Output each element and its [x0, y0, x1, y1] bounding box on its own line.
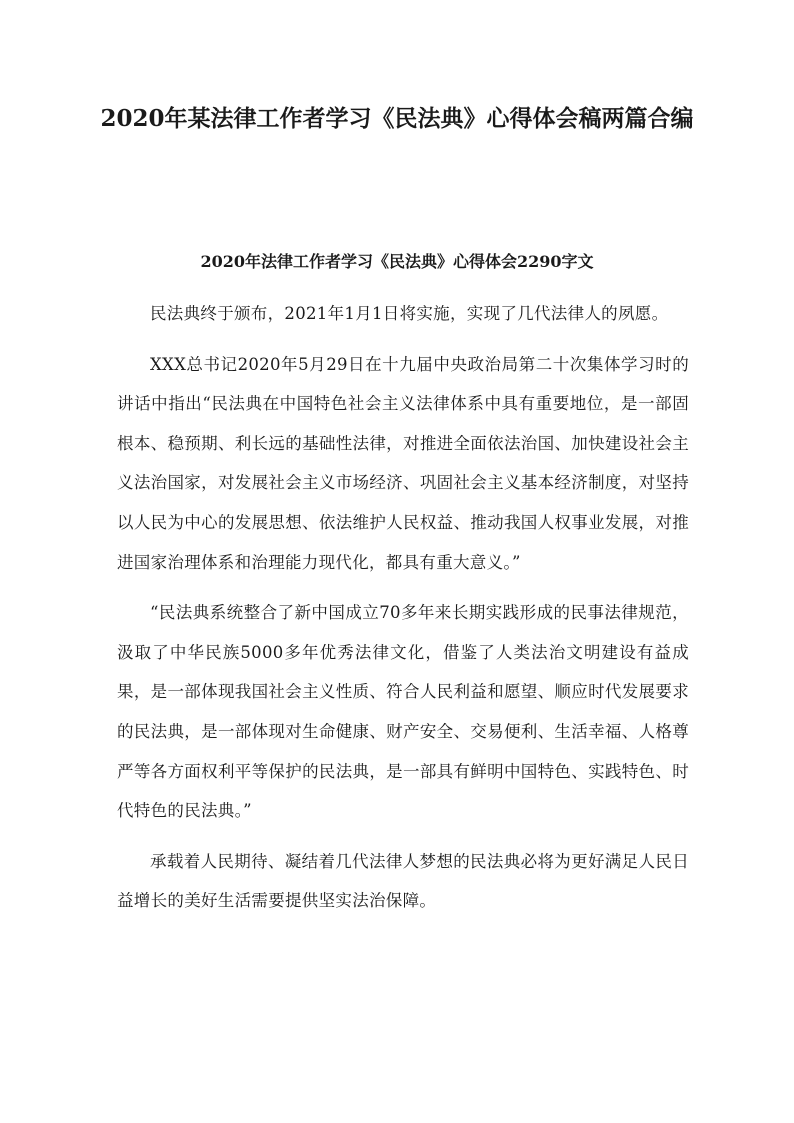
paragraph: 承载着人民期待、凝结着几代法律人梦想的民法典必将为更好满足人民日益增长的美好生活需要提供坚实法治保障。 — [117, 851, 689, 911]
section-heading: 2020年法律工作者学习《民法典》心得体会2290字文 — [200, 252, 594, 271]
paragraph: XXX总书记2020年5月29日在十九届中央政治局第二十次集体学习时的讲话中指出“民法典在中国特色社会主义法律体系中具有重要地位，是一部固根本、稳预期、利长远的基础性法律，对推进全面依法治国、加快建设社会主义法治国家，对发展社会主义市场经济、巩固社会主义基本经济制度，对坚持以人民为中心的发展思想、依法维护人民权益、推动我国人权事业发展，对推进国家治理体系和治理能力现代化，都具有重大意义。” — [117, 354, 689, 572]
document-body — [117, 294, 689, 932]
document-title: 2020年某法律工作者学习《民法典》心得体会稿两篇合编 — [100, 105, 694, 132]
paragraph: “民法典系统整合了新中国成立70多年来长期实践形成的民事法律规范，汲取了中华民族5000多年优秀法律文化，借鉴了人类法治文明建设有益成果，是一部体现我国社会主义性质、符合人民利益和愿望、顺应时代发展要求的民法典，是一部体现对生命健康、财产安全、交易便利、生活幸福、人格尊严等各方面权利平等保护的民法典，是一部具有鲜明中国特色、实践特色、时代特色的民法典。” — [117, 603, 689, 821]
paragraph: 民法典终于颁布，2021年1月1日将实施，实现了几代法律人的夙愿。 — [150, 304, 669, 323]
